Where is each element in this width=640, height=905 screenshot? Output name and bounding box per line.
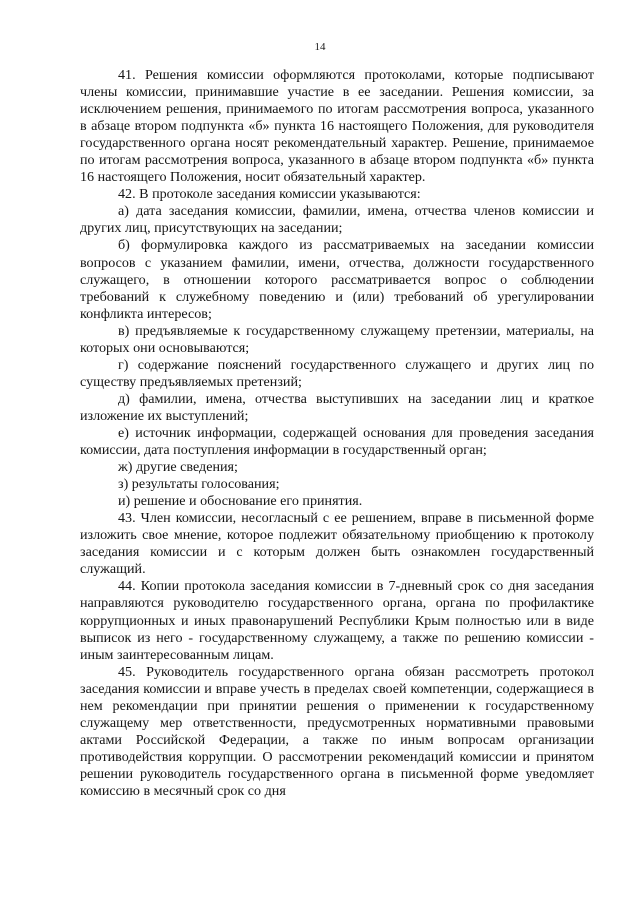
list-item-g: г) содержание пояснений государственного служащего и других лиц по существу предъявляемых претензий; [80,356,594,390]
list-item-e: е) источник информации, содержащей основания для проведения заседания комиссии, дата поступления информации в государственный орган; [80,424,594,459]
paragraph-45: 45. Руководитель государственного органа обязан рассмотреть протокол заседания комиссии и вправе учесть в пределах своей компетенции, содержащиеся в нем рекомендации при принятии решения о применении к государственному служащему мер ответственности, предусмотренных нормативными правовыми актами Российской Федерации, а также по иным вопросам организации противодействия коррупции. О рассмотрении рекомендаций комиссии и принятом решении руководитель государственного органа в письменной форме уведомляет комиссию в месячный срок со дня [80,663,594,799]
document-body [80,67,594,800]
paragraph-41: 41. Решения комиссии оформляются протоколами, которые подписывают члены комиссии, принимавшие участие в ее заседании. Решения комиссии, за исключением решения, принимаемого по итогам рассмотрения вопроса, указанного в абзаце втором подпункта «б» пункта 16 настоящего Положения, для руководителя государственного органа носят рекомендательный характер. Решение, принимаемое по итогам рассмотрения вопроса, указанного в абзаце втором подпункта «б» пункта 16 настоящего Положения, носит обязательный характер. [80,67,594,186]
paragraph-43: 43. Член комиссии, несогласный с ее решением, вправе в письменной форме изложить свое мнение, которое подлежит обязательному приобщению к протоколу заседания комиссии и с которым должен быть ознакомлен государственный служащий. [80,510,594,578]
list-item-a: а) дата заседания комиссии, фамилии, имена, отчества членов комиссии и других лиц, присутствующих на заседании; [80,203,594,237]
list-item-d: д) фамилии, имена, отчества выступивших на заседании лиц и краткое изложение их выступлений; [80,390,594,424]
list-item-z: з) результаты голосования; [118,476,280,493]
list-item-v: в) предъявляемые к государственному служащему претензии, материалы, на которых они основываются; [80,322,594,356]
page-number: 14 [314,41,326,53]
list-item-b: б) формулировка каждого из рассматриваемых на заседании комиссии вопросов с указанием фамилии, имени, отчества, должности государственного служащего, в отношении которого рассматривается вопрос о соблюдении требований к служебному поведению и (или) требований об урегулировании конфликта интересов; [80,237,594,322]
list-item-i: и) решение и обоснование его принятия. [118,493,363,510]
paragraph-44: 44. Копии протокола заседания комиссии в 7-дневный срок со дня заседания направляются руководителю государственного органа, органа по профилактике коррупционных и иных правонарушений Республики Крым полностью или в виде выписок из него - государственному служащему, а также по решению комиссии - иным заинтересованным лицам. [80,578,594,663]
paragraph-42: 42. В протоколе заседания комиссии указываются: [118,186,421,203]
list-item-zh: ж) другие сведения; [118,459,238,476]
